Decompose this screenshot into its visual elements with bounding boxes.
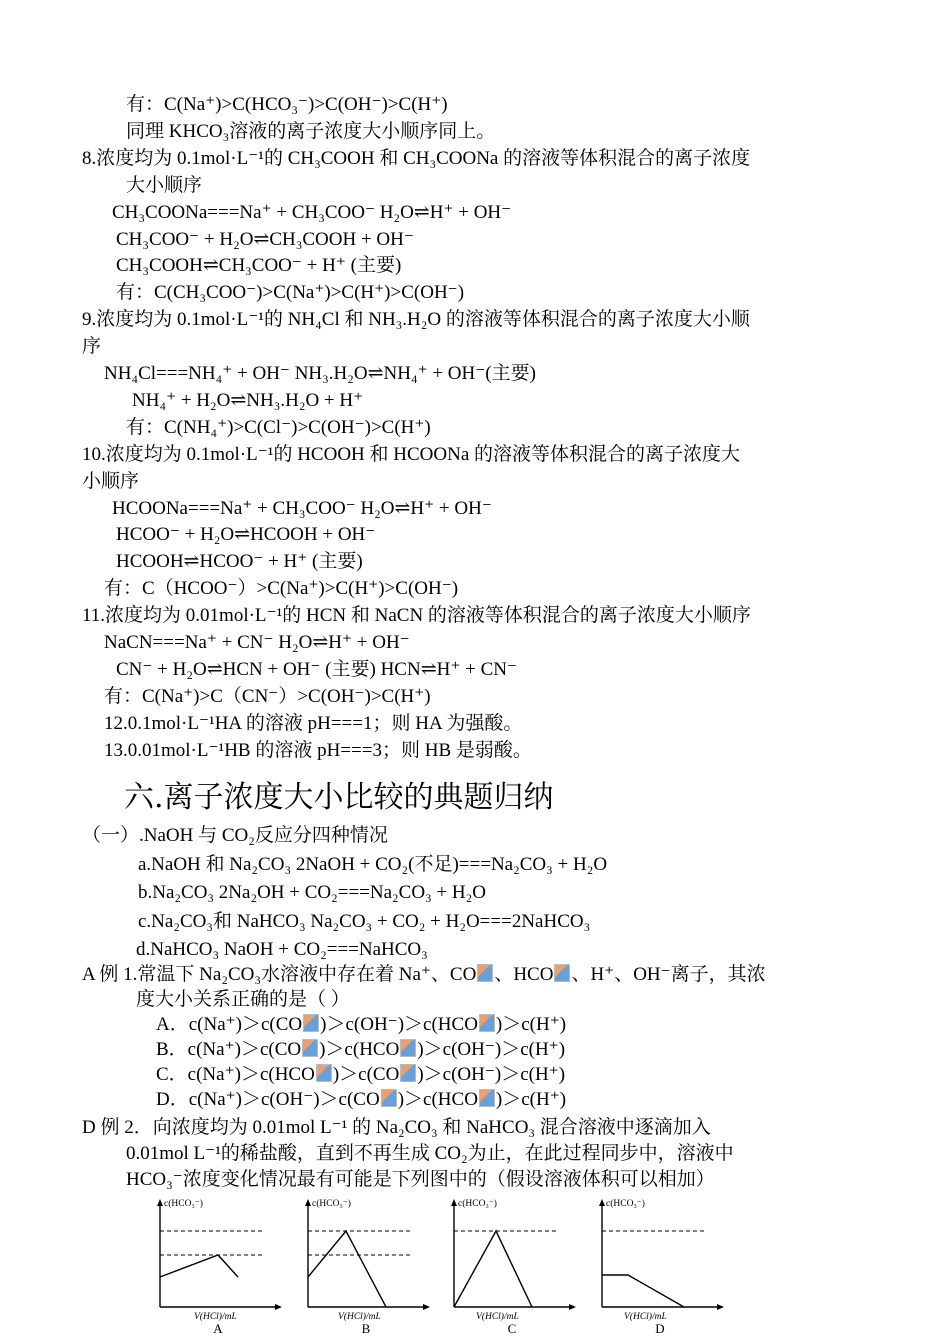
text-line: 11.浓度均为 0.01mol·L⁻¹的 HCN 和 NaCN 的溶液等体积混合的离子浓度大小顺序 <box>82 605 751 627</box>
section-title: 六.离子浓度大小比较的典题归纳 <box>124 780 554 815</box>
graph-c-label: C <box>507 1321 517 1336</box>
option-a[interactable]: A．c(Na⁺)＞c(CO )＞c(OH⁻)＞c(HCO )＞c(H⁺) <box>156 1014 567 1035</box>
text-line: b.Na₂CO₃ 2Na₂OH + CO₂===Na₂CO₃ + H₂O <box>138 882 486 903</box>
graph-a[interactable] <box>150 1195 286 1337</box>
text-line: （一）.NaOH 与 CO₂反应分四种情况 <box>82 825 388 846</box>
text-line: HCOOH⇌HCOO⁻ + H⁺ (主要) <box>116 551 363 573</box>
text-line: CH₃COO⁻ + H₂O⇌CH₃COOH + OH⁻ <box>116 228 414 250</box>
text-line: d.NaHCO₃ NaOH + CO₂===NaHCO₃ <box>136 939 428 960</box>
graph-a-xlabel: V(HCl)/mL <box>194 1312 237 1321</box>
text-line: 12.0.1mol·L⁻¹HA 的溶液 pH===1；则 HA 为强酸。 <box>104 712 523 734</box>
broken-image-icon <box>479 1089 495 1107</box>
text-line: 有：C(Na⁺)>C(HCO₃⁻)>C(OH⁻)>C(H⁺) <box>126 94 448 115</box>
graph-c-ylabel: c(HCO₃⁻) <box>458 1199 497 1209</box>
option-b[interactable]: B．c(Na⁺)＞c(CO )＞c(HCO )＞c(OH⁻)＞c(H⁺) <box>156 1039 566 1060</box>
graph-c-plot <box>444 1195 580 1321</box>
option-c[interactable]: C．c(Na⁺)＞c(HCO )＞c(CO )＞c(OH⁻)＞c(H⁺) <box>156 1064 566 1085</box>
option-d[interactable]: D．c(Na⁺)＞c(OH⁻)＞c(CO )＞c(HCO )＞c(H⁺) <box>156 1089 567 1110</box>
text-line: NH₄Cl===NH₄⁺ + OH⁻ NH₃.H₂O⇌NH₄⁺ + OH⁻(主要) <box>104 363 536 384</box>
graph-d[interactable] <box>592 1195 728 1337</box>
text-line: HCOO⁻ + H₂O⇌HCOOH + OH⁻ <box>116 524 376 546</box>
graph-d-xlabel: V(HCl)/mL <box>624 1312 667 1321</box>
broken-image-icon <box>400 1064 416 1082</box>
text-line: 有：C(NH₄⁺)>C(Cl⁻)>C(OH⁻)>C(H⁺) <box>126 416 431 438</box>
graph-a-ylabel: c(HCO₃⁻) <box>164 1199 203 1209</box>
example2-line3: HCO₃⁻浓度变化情况最有可能是下列图中的（假设溶液体积可以相加） <box>126 1169 715 1190</box>
text-line: c.Na₂CO₃和 NaHCO₃ Na₂CO₃ + CO₂ + H₂O===2NaHCO₃ <box>138 910 591 932</box>
graph-a-label: A <box>213 1321 223 1336</box>
broken-image-icon <box>381 1089 397 1107</box>
broken-image-icon <box>302 1039 318 1057</box>
graph-b-label: B <box>361 1321 371 1336</box>
example1-stem-cont: 度大小关系正确的是（ ） <box>136 989 350 1010</box>
graph-c-xlabel: V(HCl)/mL <box>476 1312 519 1321</box>
example2-line2: 0.01mol L⁻¹的稀盐酸，直到不再生成 CO₂为止，在此过程同步中，溶液中 <box>126 1143 734 1164</box>
broken-image-icon <box>554 964 570 982</box>
broken-image-icon <box>316 1064 332 1082</box>
text-line: 9.浓度均为 0.1mol·L⁻¹的 NH₄Cl 和 NH₃.H₂O 的溶液等体积混合的离子浓度大小顺 <box>82 309 750 331</box>
text-line: 有：C（HCOO⁻）>C(Na⁺)>C(H⁺)>C(OH⁻) <box>104 578 459 600</box>
graph-c[interactable] <box>444 1195 580 1337</box>
text-line: CH₃COONa===Na⁺ + CH₃COO⁻ H₂O⇌H⁺ + OH⁻ <box>112 201 512 223</box>
text-line: NaCN===Na⁺ + CN⁻ H₂O⇌H⁺ + OH⁻ <box>104 632 410 653</box>
text-line: 10.浓度均为 0.1mol·L⁻¹的 HCOOH 和 HCOONa 的溶液等体积混合的离子浓度大 <box>82 443 741 465</box>
text-line: HCOONa===Na⁺ + CH₃COO⁻ H₂O⇌H⁺ + OH⁻ <box>112 497 492 519</box>
text-line: NH₄⁺ + H₂O⇌NH₃.H₂O + H⁺ <box>132 389 364 411</box>
graph-b-xlabel: V(HCl)/mL <box>338 1312 381 1321</box>
broken-image-icon <box>303 1014 319 1032</box>
graph-d-ylabel: c(HCO₃⁻) <box>606 1199 645 1209</box>
text-line: a.NaOH 和 Na₂CO₃ 2NaOH + CO₂(不足)===Na₂CO₃ + H₂O <box>138 853 608 875</box>
broken-image-icon <box>400 1039 416 1057</box>
example1-stem: A 例 1.常温下 Na₂CO₃水溶液中存在着 Na⁺、CO 、HCO 、H⁺、OH⁻离子，其浓 <box>82 964 766 985</box>
text-line: 小顺序 <box>82 470 140 492</box>
text-line: 大小顺序 <box>126 174 203 196</box>
text-line: 13.0.01mol·L⁻¹HB 的溶液 pH===3；则 HB 是弱酸。 <box>104 739 532 761</box>
graph-a-plot <box>150 1195 286 1321</box>
text-line: 序 <box>82 336 102 358</box>
graph-b-plot <box>298 1195 434 1321</box>
graph-d-label: D <box>655 1321 665 1336</box>
graph-d-plot <box>592 1195 728 1321</box>
graph-b[interactable] <box>298 1195 434 1337</box>
example2-line1: D 例 2．向浓度均为 0.01mol L⁻¹ 的 Na₂CO₃ 和 NaHCO₃ 混合溶液中逐滴加入 <box>82 1117 711 1138</box>
graph-b-ylabel: c(HCO₃⁻) <box>312 1199 351 1209</box>
text-line: 有：C(Na⁺)>C（CN⁻）>C(OH⁻)>C(H⁺) <box>104 685 431 707</box>
broken-image-icon <box>479 1014 495 1032</box>
text-line: 8.浓度均为 0.1mol·L⁻¹的 CH₃COOH 和 CH₃COONa 的溶液等体积混合的离子浓度 <box>82 147 751 169</box>
text-line: 有：C(CH₃COO⁻)>C(Na⁺)>C(H⁺)>C(OH⁻) <box>116 282 465 304</box>
broken-image-icon <box>477 964 493 982</box>
text-line: CH₃COOH⇌CH₃COO⁻ + H⁺ (主要) <box>116 255 402 277</box>
text-line: 同理 KHCO₃溶液的离子浓度大小顺序同上。 <box>126 120 496 142</box>
text-line: CN⁻ + H₂O⇌HCN + OH⁻ (主要) HCN⇌H⁺ + CN⁻ <box>116 658 518 680</box>
